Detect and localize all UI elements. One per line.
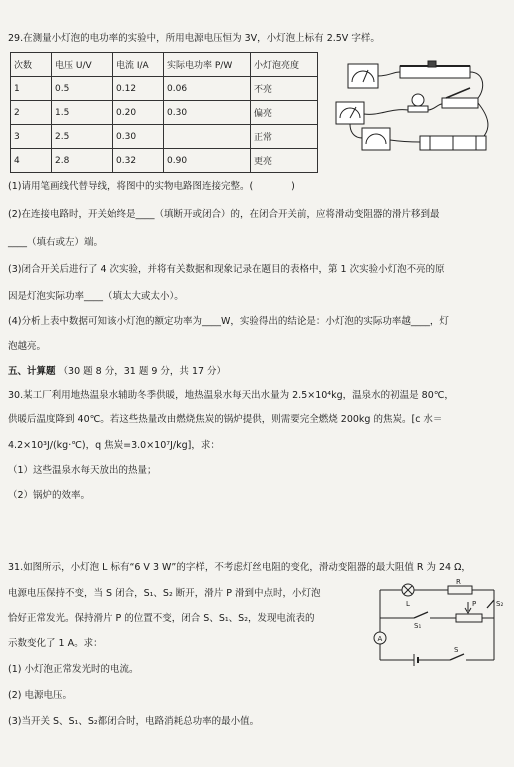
rheostat-symbol (456, 614, 482, 622)
table-cell: 0.06 (164, 77, 251, 101)
q31-line3: 恰好正常发光。保持滑片 P 的位置不变，闭合 S、S₁、S₂，发现电流表的 (8, 613, 315, 624)
table-row (11, 125, 318, 149)
q29-part3-line2: 因是灯泡实际功率____（填太大或太小）。 (8, 291, 184, 302)
table-row (11, 149, 318, 173)
bulb-image (412, 94, 424, 106)
table-cell: 偏亮 (251, 101, 318, 125)
s2-label: S₂ (496, 600, 504, 608)
table-row (11, 101, 318, 125)
circuit-diagram (368, 578, 506, 670)
table-cell (164, 125, 251, 149)
table-row (11, 77, 318, 101)
table-cell: 2 (11, 101, 52, 125)
q29-part3-line1: (3)闭合开关后进行了 4 次实验，并将有关数据和现象记录在题目的表格中，第 1 次实验小灯泡不亮的原 (8, 264, 445, 275)
section-heading (8, 366, 226, 378)
s-label: S (454, 646, 459, 654)
table-cell: 正常 (251, 125, 318, 149)
ammeter-label: A (377, 635, 383, 643)
table-cell: 0.30 (113, 125, 164, 149)
table-cell: 0.20 (113, 101, 164, 125)
q29-part1: (1)请用笔画线代替导线，将图中的实物电路图连接完整。( ) (8, 181, 295, 192)
s1-label: S₁ (414, 622, 422, 630)
table-cell: 1 (11, 77, 52, 101)
q29-part2-line1: (2)在连接电路时，开关始终是____（填断开或闭合）的，在闭合开关前，应将滑动变阻器的滑片移到最 (8, 209, 440, 220)
resistor-label: R (456, 578, 461, 586)
q31-line1: 31.如图所示，小灯泡 L 标有“6 V 3 W”的字样，不考虑灯丝电阻的变化，滑动变阻器的最大阻值 R 为 24 Ω， (8, 562, 471, 573)
section-score-note: （30 题 8 分，31 题 9 分，共 17 分） (58, 366, 227, 377)
table-cell: 更亮 (251, 149, 318, 173)
table-cell: 2.5 (52, 125, 113, 149)
table-cell: 不亮 (251, 77, 318, 101)
switch-image (442, 98, 478, 108)
q29-part4-line2: 泡越亮。 (8, 341, 47, 352)
apparatus-figure (330, 58, 500, 170)
table-cell: 0.30 (164, 101, 251, 125)
table-cell: 0.12 (113, 77, 164, 101)
table-cell: 0.5 (52, 77, 113, 101)
voltmeter-image (348, 64, 378, 88)
q29-intro: 29.在测量小灯泡的电功率的实验中，所用电源电压恒为 3V，小灯泡上标有 2.5V 字样。 (8, 33, 380, 44)
q31-line4: 示数变化了 1 A。求： (8, 638, 103, 649)
table-cell: 0.90 (164, 149, 251, 173)
ammeter-image (336, 102, 364, 124)
q30-line2: 供暖后温度降到 40℃。若这些热量改由燃烧焦炭的锅炉提供，则需要完全燃烧 200kg 的焦炭。[c 水＝ (8, 414, 443, 425)
table-cell: 4 (11, 149, 52, 173)
table-header-cell: 小灯泡亮度 (251, 53, 318, 77)
table-header-cell: 电流 I/A (113, 53, 164, 77)
table-header-row (11, 53, 318, 77)
q30-line3: 4.2×10³J/(kg·℃)，q 焦炭=3.0×10⁷J/kg]，求： (8, 440, 220, 451)
q30-sub1: （1）这些温泉水每天放出的热量； (8, 465, 157, 476)
q30-line1: 30.某工厂利用地热温泉水辅助冬季供暖，地热温泉水每天出水量为 2.5×10⁴kg，温泉水的初温是 80℃， (8, 390, 454, 401)
q31-sub1: (1) 小灯泡正常发光时的电流。 (8, 664, 139, 675)
slider-label: P (472, 600, 477, 608)
q31-sub2: (2) 电源电压。 (8, 690, 72, 701)
resistor-symbol (448, 586, 472, 594)
q30-sub2: （2）锅炉的效率。 (8, 490, 91, 501)
q31-line2: 电源电压保持不变，当 S 闭合，S₁、S₂ 断开，滑片 P 滑到中点时，小灯泡 (8, 588, 321, 599)
table-cell: 3 (11, 125, 52, 149)
q31-sub3: (3)当开关 S、S₁、S₂都闭合时，电路消耗总功率的最小值。 (8, 716, 260, 727)
data-table (10, 52, 318, 173)
q29-part4-line1: (4)分析上表中数据可知该小灯泡的额定功率为____W，实验得出的结论是：小灯泡的实际功率越____，灯 (8, 316, 449, 327)
rheostat-image (400, 66, 470, 78)
table-header-cell: 次数 (11, 53, 52, 77)
table-header-cell: 电压 U/V (52, 53, 113, 77)
section-title: 五、计算题 (8, 366, 56, 377)
table-cell: 1.5 (52, 101, 113, 125)
table-header-cell: 实际电功率 P/W (164, 53, 251, 77)
q29-part2-line2: ____（填右或左）端。 (8, 237, 104, 248)
lamp-label: L (406, 600, 410, 608)
table-cell: 2.8 (52, 149, 113, 173)
table-cell: 0.32 (113, 149, 164, 173)
